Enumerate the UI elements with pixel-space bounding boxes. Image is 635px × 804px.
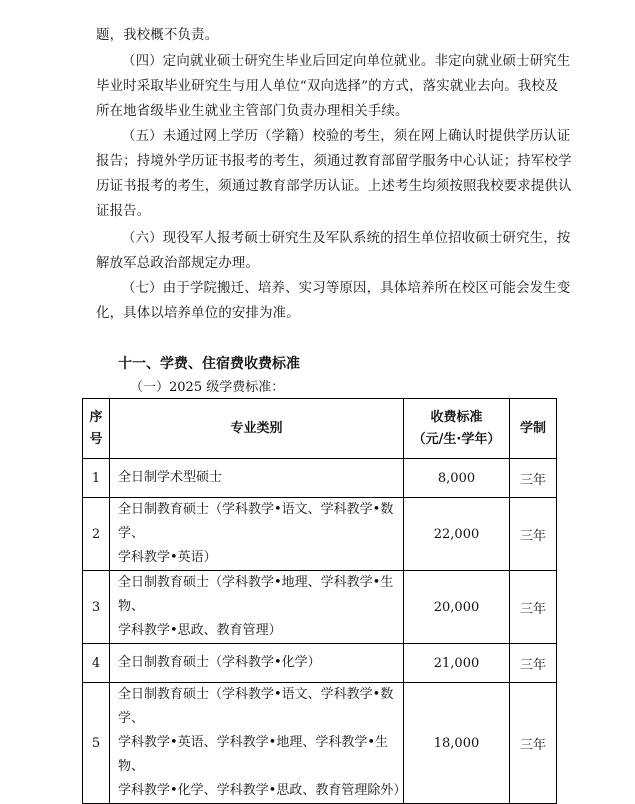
row-duration: 三年: [510, 571, 557, 644]
row-number: 1: [83, 459, 110, 498]
table-row: [83, 683, 557, 804]
paragraph-line: （六）现役军人报考硕士研究生及军队系统的招生单位招收硕士研究生，按: [122, 231, 571, 246]
row-number: 3: [83, 571, 110, 644]
paragraph-line: 毕业时采取毕业研究生与用人单位“双向选择”的方式，落实就业去向。我校及: [96, 79, 559, 94]
category-line: 全日制教育硕士（学科教学•化学）: [118, 655, 321, 670]
row-fee: 18,000: [404, 683, 510, 804]
paragraph-line: 化，具体以培养单位的安排为准。: [96, 306, 300, 321]
paragraph-line: 证报告。: [96, 204, 151, 219]
header-duration: 学制: [510, 399, 557, 459]
category-line: 学科教学•化学、学科教学•思政、教育管理除外）: [118, 783, 407, 798]
row-duration: 三年: [510, 644, 557, 683]
row-category: [110, 683, 407, 804]
category-line: 全日制学术型硕士: [118, 470, 223, 485]
header-fee: [404, 399, 510, 459]
category-line: 全日制教育硕士（学科教学•语文、学科教学•数学、: [118, 687, 394, 726]
fee-table: [82, 398, 557, 804]
table-row: [83, 571, 557, 644]
category-line: 学科教学•英语、学科教学•地理、学科教学•生物、: [118, 735, 389, 774]
paragraph-line: 历证书报考的考生，须通过教育部学历认证。上述考生均须按照我校要求提供认: [96, 179, 572, 194]
paragraph-line: 所在地省级毕业生就业主管部门负责办理相关手续。: [96, 104, 409, 119]
row-number: 4: [83, 644, 110, 683]
category-line: 全日制教育硕士（学科教学•地理、学科教学•生物、: [118, 575, 394, 614]
header-fee-line1: 收费标准: [430, 409, 483, 425]
paragraph-line: 题，我校概不负责。: [96, 28, 219, 43]
category-line: 学科教学•英语）: [118, 550, 217, 565]
category-line: 学科教学•思政、教育管理）: [118, 623, 282, 638]
table-row: [83, 459, 557, 498]
row-duration: 三年: [510, 459, 557, 498]
row-fee: 8,000: [404, 459, 510, 498]
row-fee: 21,000: [404, 644, 510, 683]
header-seq-line1: 序: [89, 409, 103, 425]
header-seq: [83, 399, 110, 459]
paragraph-line: （四）定向就业硕士研究生毕业后回定向单位就业。非定向就业硕士研究生: [122, 54, 571, 69]
row-category: [110, 459, 404, 498]
row-duration: 三年: [510, 498, 557, 571]
category-line: 全日制教育硕士（学科教学•语文、学科教学•数学、: [118, 502, 394, 541]
row-number: 2: [83, 498, 110, 571]
header-seq-line2: 号: [89, 431, 103, 447]
row-number: 5: [83, 683, 110, 804]
row-fee: 20,000: [404, 571, 510, 644]
paragraph-line: 解放军总政治部规定办理。: [96, 256, 260, 271]
subsection-title: （一）2025 级学费标准：: [130, 380, 285, 395]
row-duration: 三年: [510, 683, 557, 804]
row-fee: 22,000: [404, 498, 510, 571]
table-row: [83, 644, 557, 683]
row-category: [110, 498, 404, 571]
header-category: 专业类别: [110, 399, 404, 459]
section-title: 十一、学费、住宿费收费标准: [118, 356, 300, 372]
row-category: [110, 571, 404, 644]
table-row: [83, 498, 557, 571]
table-header-row: [83, 399, 557, 459]
row-category: [110, 644, 404, 683]
paragraph-line: 报告；持境外学历证书报考的考生，须通过教育部留学服务中心认证；持军校学: [96, 154, 572, 169]
paragraph-line: （七）由于学院搬迁、培养、实习等原因，具体培养所在校区可能会发生变: [122, 281, 571, 296]
header-fee-line2: （元/生·学年）: [412, 431, 501, 447]
paragraph-line: （五）未通过网上学历（学籍）校验的考生，须在网上确认时提供学历认证: [122, 129, 571, 144]
